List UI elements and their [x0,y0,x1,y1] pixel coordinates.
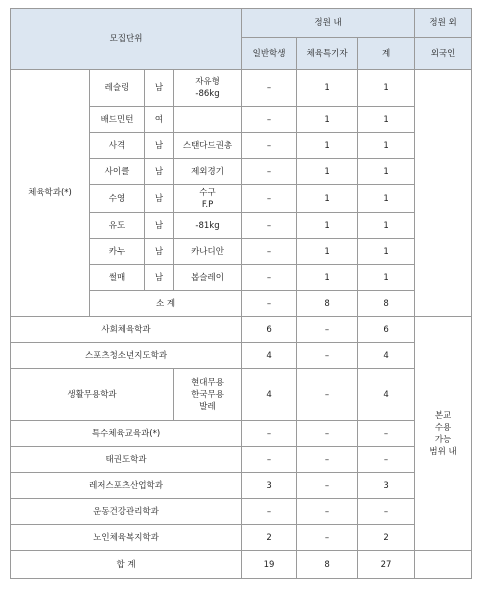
dept-detail-line: 발레 [199,401,216,412]
sport-detail: 카나디안 [174,239,242,265]
general-value: – [242,239,297,265]
subtotal-total: 8 [358,291,415,317]
grand-total-foreign [415,551,472,579]
general-value: 2 [242,525,297,551]
foreign-note-line: 가능 [434,434,452,445]
sport-name: 레슬링 [90,70,145,107]
dept-name: 스포츠청소년지도학과 [11,343,242,369]
athlete-value: – [297,473,358,499]
header-unit: 모집단위 [11,9,242,70]
dept-name: 레저스포츠산업학과 [11,473,242,499]
athlete-value: – [297,369,358,421]
dept-name: 특수체육교육과(*) [11,421,242,447]
subtotal-label: 소 계 [90,291,242,317]
sport-name: 수영 [90,185,145,213]
general-value: – [242,447,297,473]
sport-gender: 남 [145,265,174,291]
sport-gender: 남 [145,70,174,107]
general-value: – [242,185,297,213]
grand-total-athlete: 8 [297,551,358,579]
dept-name: 운동건강관리학과 [11,499,242,525]
header-outside: 정원 외 [415,9,472,38]
dept-name: 사회체육학과 [11,317,242,343]
athlete-value: 1 [297,213,358,239]
athlete-value: – [297,421,358,447]
foreign-empty [415,70,472,317]
athlete-value: 1 [297,70,358,107]
foreign-note-line: 범위 내 [429,446,457,457]
total-value: 1 [358,70,415,107]
sport-detail: -81kg [174,213,242,239]
athlete-value: 1 [297,159,358,185]
sport-name: 배드민턴 [90,107,145,133]
sport-detail [174,107,242,133]
sport-gender: 남 [145,159,174,185]
header-general: 일반학생 [242,38,297,70]
general-value: – [242,421,297,447]
athlete-value: – [297,343,358,369]
sport-detail-line: 수구 [199,187,216,198]
grand-total-general: 19 [242,551,297,579]
total-value: 6 [358,317,415,343]
subtotal-general: – [242,291,297,317]
sport-detail: 스탠다드권총 [174,133,242,159]
athlete-value: 1 [297,185,358,213]
foreign-note-line: 본교 [434,410,452,421]
general-value: – [242,499,297,525]
general-value: – [242,213,297,239]
total-value: 1 [358,213,415,239]
total-value: 2 [358,525,415,551]
sport-name: 썰매 [90,265,145,291]
total-value: 4 [358,343,415,369]
athlete-value: 1 [297,133,358,159]
dept-detail-line: 현대무용 [191,377,224,388]
admission-table [10,8,472,579]
total-value: – [358,421,415,447]
foreign-note [415,317,472,551]
total-value: 1 [358,185,415,213]
dept-name: 생활무용학과 [11,369,174,421]
total-value: 1 [358,265,415,291]
sport-detail-line: -86kg [195,89,220,99]
grand-total-label: 합 계 [11,551,242,579]
sport-gender: 남 [145,213,174,239]
total-value: 1 [358,159,415,185]
athlete-value: – [297,499,358,525]
header-inside: 정원 내 [242,9,415,38]
general-value: – [242,159,297,185]
athlete-value: – [297,525,358,551]
pe-dept-cell: 체육학과(*) [11,70,90,317]
athlete-value: – [297,317,358,343]
header-foreign: 외국인 [415,38,472,70]
general-value: – [242,70,297,107]
general-value: 3 [242,473,297,499]
dept-detail-line: 한국무용 [191,389,224,400]
foreign-note-line: 수용 [434,422,452,433]
athlete-value: 1 [297,107,358,133]
general-value: 6 [242,317,297,343]
sport-detail-line: F.P [201,199,214,210]
sport-detail-line: 자유형 [195,77,220,87]
sport-detail [174,70,242,107]
total-value: 3 [358,473,415,499]
general-value: 4 [242,369,297,421]
general-value: 4 [242,343,297,369]
sport-detail: 제외경기 [174,159,242,185]
sport-name: 유도 [90,213,145,239]
sport-name: 사격 [90,133,145,159]
general-value: – [242,265,297,291]
header-total: 계 [358,38,415,70]
total-value: 4 [358,369,415,421]
total-value: – [358,499,415,525]
athlete-value: – [297,447,358,473]
total-value: 1 [358,239,415,265]
subtotal-athlete: 8 [297,291,358,317]
athlete-value: 1 [297,239,358,265]
sport-gender: 남 [145,133,174,159]
sport-gender: 여 [145,107,174,133]
grand-total-total: 27 [358,551,415,579]
total-value: 1 [358,107,415,133]
athlete-value: 1 [297,265,358,291]
header-athlete: 체육특기자 [297,38,358,70]
dept-name: 노인체육복지학과 [11,525,242,551]
general-value: – [242,107,297,133]
sport-name: 사이클 [90,159,145,185]
total-value: 1 [358,133,415,159]
general-value: – [242,133,297,159]
sport-detail: 봅슬레이 [174,265,242,291]
sport-gender: 남 [145,185,174,213]
sport-name: 카누 [90,239,145,265]
total-value: – [358,447,415,473]
sport-detail [174,185,242,213]
dept-detail [174,369,242,421]
dept-name: 태권도학과 [11,447,242,473]
sport-gender: 남 [145,239,174,265]
